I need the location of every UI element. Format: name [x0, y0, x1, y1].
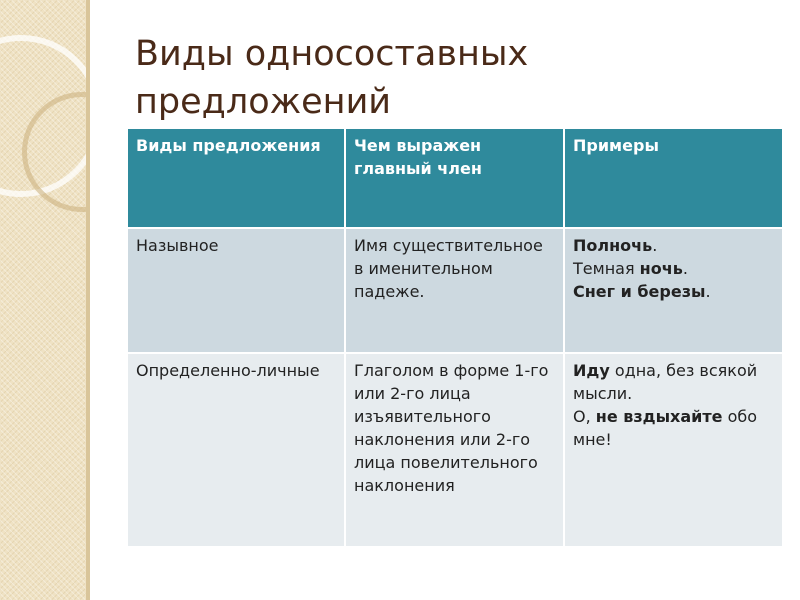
- example-line: [573, 234, 774, 257]
- header-cell: Виды предложения: [127, 128, 345, 228]
- example-line: [573, 257, 774, 280]
- table-row: [127, 228, 783, 353]
- table-header-row: [127, 128, 783, 228]
- slide-title: Виды односоставных предложений: [135, 34, 529, 122]
- example-fragment: одна, без всякой мысли.: [573, 361, 758, 403]
- example-fragment: Иду: [573, 361, 610, 380]
- expressed-cell: Имя существительное в именительном падеже.: [345, 228, 564, 353]
- example-fragment: ночь: [639, 259, 683, 278]
- type-cell: Назывное: [127, 228, 345, 353]
- types-table: [126, 127, 784, 548]
- example-fragment: Полночь: [573, 236, 653, 255]
- example-fragment: не вздыхайте: [595, 407, 723, 426]
- example-fragment: .: [705, 282, 711, 301]
- examples-cell: [564, 228, 783, 353]
- table-row: [127, 353, 783, 547]
- example-fragment: Снег и березы: [573, 282, 706, 301]
- example-fragment: обо мне!: [573, 407, 758, 449]
- header-cell: Примеры: [564, 128, 783, 228]
- example-fragment: .: [682, 259, 688, 278]
- header-cell: Чем выражен главный член: [345, 128, 564, 228]
- band-divider: [86, 0, 90, 600]
- example-line: [573, 280, 774, 303]
- example-fragment: О,: [573, 407, 596, 426]
- example-line: [573, 405, 774, 451]
- example-line: [573, 359, 774, 405]
- example-fragment: .: [652, 236, 658, 255]
- decorative-side-band: [0, 0, 86, 600]
- example-fragment: Темная: [573, 259, 640, 278]
- examples-cell: [564, 353, 783, 547]
- expressed-cell: Глаголом в форме 1-го или 2-го лица изъявительного наклонения или 2-го лица повелительного наклонения: [345, 353, 564, 547]
- type-cell: Определенно-личные: [127, 353, 345, 547]
